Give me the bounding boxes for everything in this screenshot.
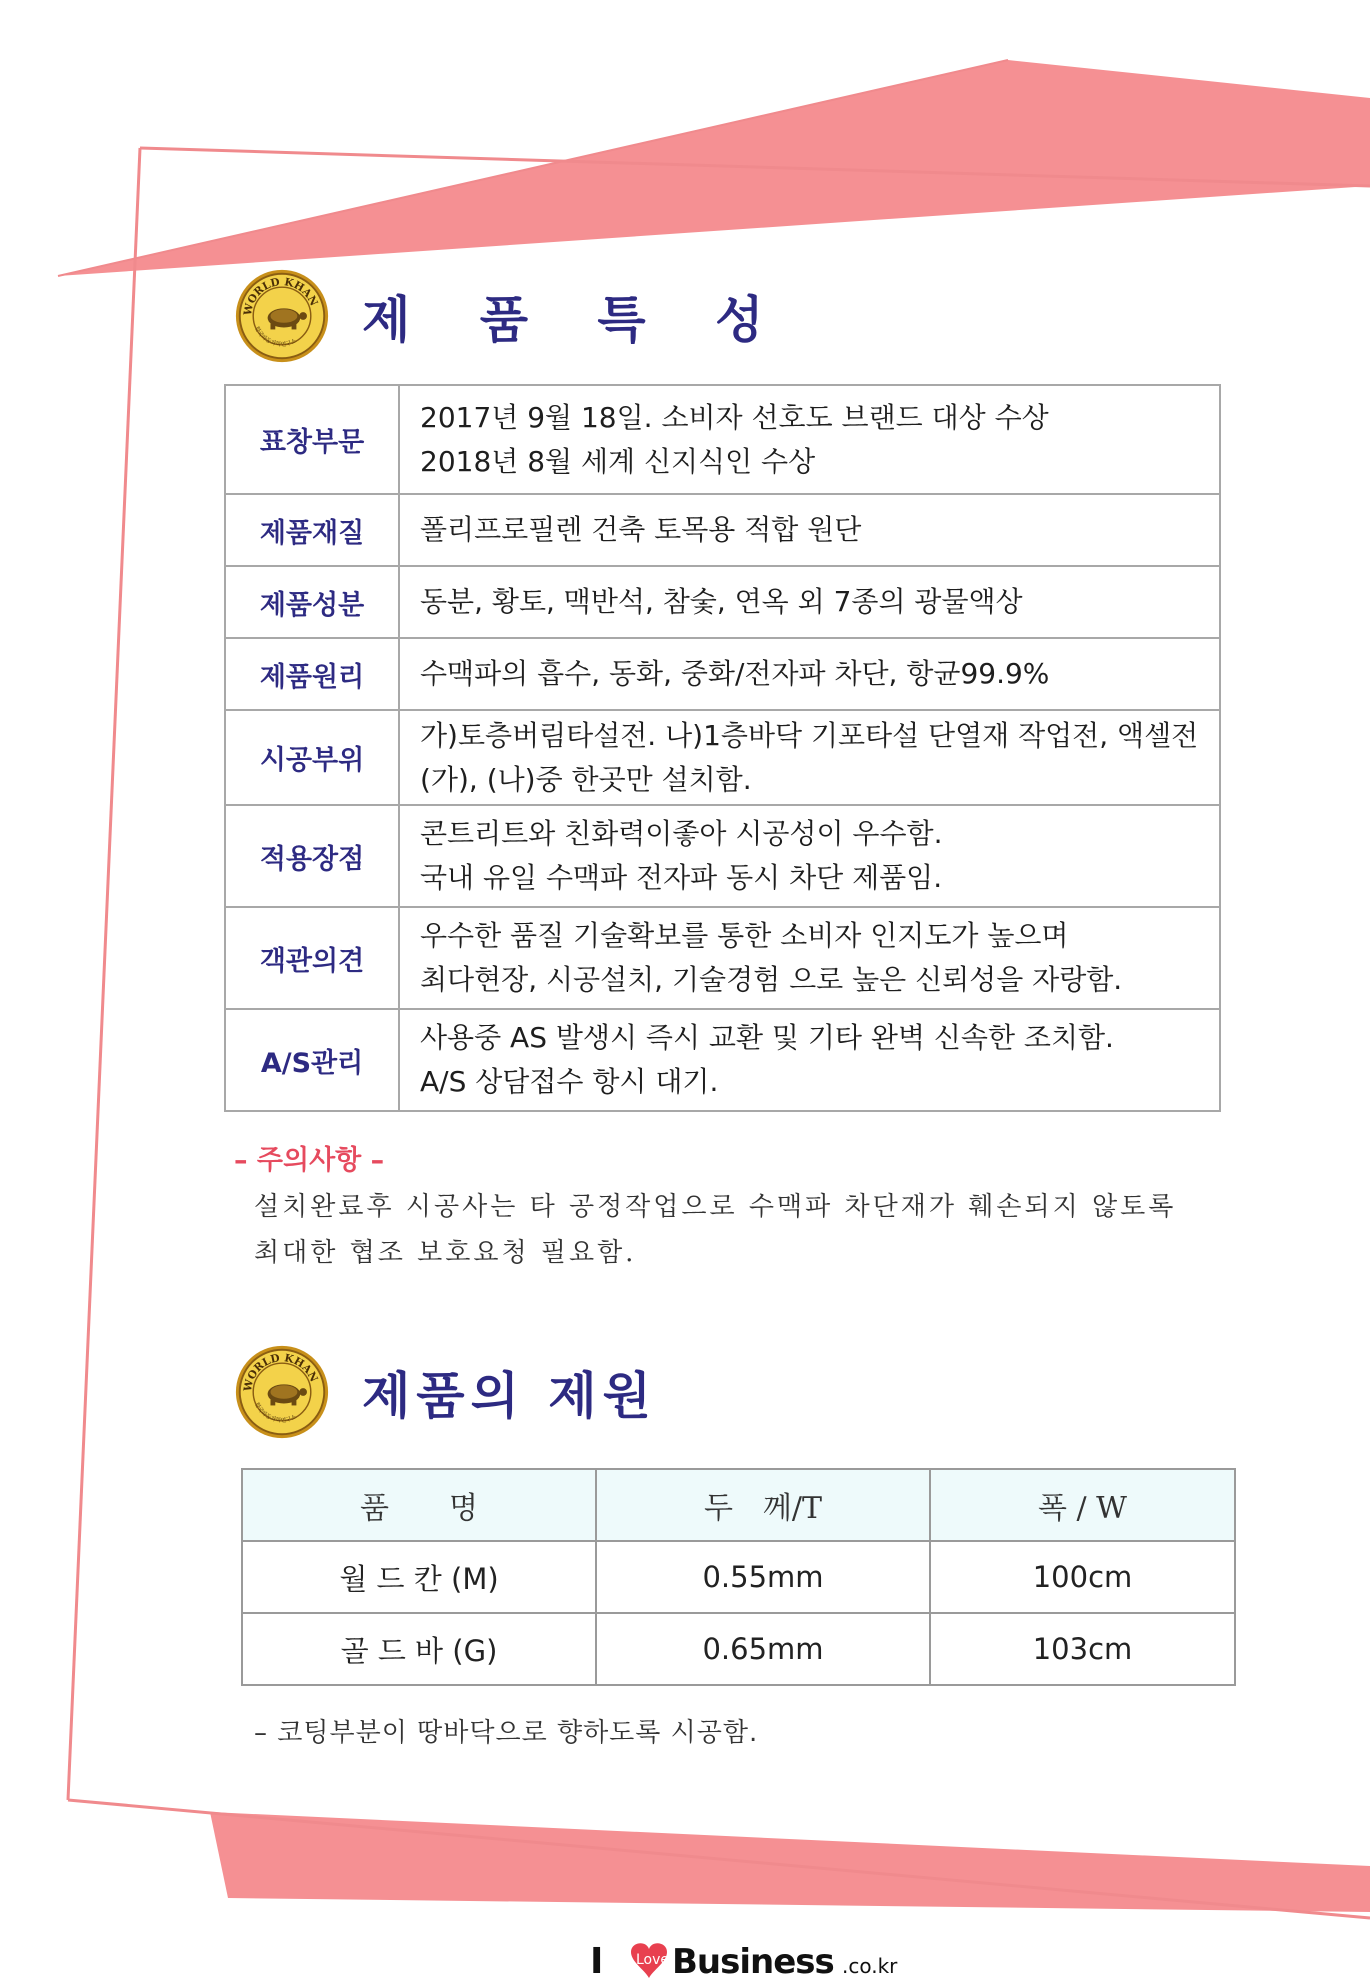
features-table	[224, 384, 1221, 1112]
feature-label: 제품성분	[225, 566, 399, 638]
spec-header-row	[242, 1469, 1235, 1541]
feature-value-line: 동분, 황토, 맥반석, 참숯, 연옥 외 7종의 광물액상	[420, 585, 1023, 618]
spec-cell-name: 골 드 바 (G)	[242, 1613, 596, 1685]
feature-row	[225, 907, 1220, 1009]
ilovebusiness-footer-logo	[590, 1940, 910, 1980]
feature-value	[399, 385, 1220, 494]
section2-title: 제품의 제원	[362, 1367, 657, 1425]
spec-row	[242, 1541, 1235, 1613]
feature-row	[225, 710, 1220, 805]
feature-label: 시공부위	[225, 710, 399, 805]
top-pink-band	[58, 60, 1370, 276]
feature-value	[399, 566, 1220, 638]
spec-header-name: 품 명	[242, 1469, 596, 1541]
feature-row	[225, 494, 1220, 566]
feature-value-line: (가), (나)중 한곳만 설치함.	[420, 762, 752, 796]
caution-line: 설치완료후 시공사는 타 공정작업으로 수맥파 차단재가 훼손되지 않토록	[254, 1192, 1177, 1222]
world-khan-seal-logo	[234, 1344, 330, 1440]
feature-value-line: 최다현장, 시공설치, 기술경험 으로 높은 신뢰성을 자랑함.	[420, 963, 1123, 996]
feature-value	[399, 805, 1220, 907]
feature-value	[399, 1009, 1220, 1111]
caution-title: – 주의사항 –	[234, 1145, 385, 1176]
feature-value-line: 가)토층버림타설전. 나)1층바닥 기포타설 단열재 작업전, 액셀전	[420, 718, 1199, 752]
spec-row	[242, 1613, 1235, 1685]
footer-logo-business: Business	[672, 1942, 834, 1980]
spec-note: – 코팅부분이 땅바닥으로 향하도록 시공함.	[254, 1718, 759, 1748]
logo-arc-text: WORLD KHAN	[241, 1352, 320, 1393]
spec-cell-thickness: 0.65mm	[596, 1613, 930, 1685]
feature-value-line: 2017년 9월 18일. 소비자 선호도 브랜드 대상 수상	[420, 400, 1049, 434]
feature-label: A/S관리	[225, 1009, 399, 1111]
world-khan-seal-logo	[234, 268, 330, 364]
caution-text	[254, 1184, 1194, 1276]
feature-value-line: 폴리프로필렌 건축 토목용 적합 원단	[420, 513, 862, 546]
feature-value	[399, 638, 1220, 710]
feature-row	[225, 805, 1220, 907]
feature-value	[399, 494, 1220, 566]
feature-value-line: A/S 상담접수 항시 대기.	[420, 1065, 719, 1098]
feature-value-line: 수맥파의 흡수, 동화, 중화/전자파 차단, 항균99.9%	[420, 657, 1050, 690]
spec-header-thickness: 두 께/T	[596, 1469, 930, 1541]
feature-value-line: 2018년 8월 세계 신지식인 수상	[420, 444, 816, 478]
spec-header-width: 폭 / W	[930, 1469, 1235, 1541]
section2-header	[234, 1344, 657, 1440]
feature-label: 표창부문	[225, 385, 399, 494]
footer-logo-i: I	[590, 1941, 604, 1980]
logo-bottom-text: 한국파동과학연구소	[253, 325, 298, 349]
feature-row	[225, 638, 1220, 710]
bottom-pink-band	[210, 1812, 1370, 1912]
spec-cell-name: 월 드 칸 (M)	[242, 1541, 596, 1613]
feature-value-line: 콘트리트와 친화력이좋아 시공성이 우수함.	[420, 817, 943, 850]
section1-header	[234, 268, 789, 364]
frame-line-vertical	[68, 148, 140, 1800]
feature-label: 제품재질	[225, 494, 399, 566]
footer-logo-love: Love	[636, 1952, 670, 1968]
footer-logo-domain: .co.kr	[842, 1954, 898, 1978]
feature-value-line: 우수한 품질 기술확보를 통한 소비자 인지도가 높으며	[420, 919, 1069, 952]
feature-value-line: 사용중 AS 발생시 즉시 교환 및 기타 완벽 신속한 조치함.	[420, 1021, 1114, 1054]
spec-cell-thickness: 0.55mm	[596, 1541, 930, 1613]
caution-line: 최대한 협조 보호요청 필요함.	[254, 1238, 637, 1268]
feature-value-line: 국내 유일 수맥파 전자파 동시 차단 제품임.	[420, 861, 943, 894]
feature-row	[225, 566, 1220, 638]
section1-title: 제 품 특 성	[362, 291, 790, 349]
spec-table	[241, 1468, 1236, 1686]
feature-label: 객관의견	[225, 907, 399, 1009]
spec-cell-width: 100cm	[930, 1541, 1235, 1613]
feature-value	[399, 710, 1220, 805]
features-table-body	[225, 385, 1220, 1111]
feature-value	[399, 907, 1220, 1009]
logo-bottom-text: 한국파동과학연구소	[253, 1401, 298, 1425]
feature-label: 적용장점	[225, 805, 399, 907]
logo-arc-text: WORLD KHAN	[241, 276, 320, 317]
feature-label: 제품원리	[225, 638, 399, 710]
spec-cell-width: 103cm	[930, 1613, 1235, 1685]
feature-row	[225, 1009, 1220, 1111]
feature-row	[225, 385, 1220, 494]
